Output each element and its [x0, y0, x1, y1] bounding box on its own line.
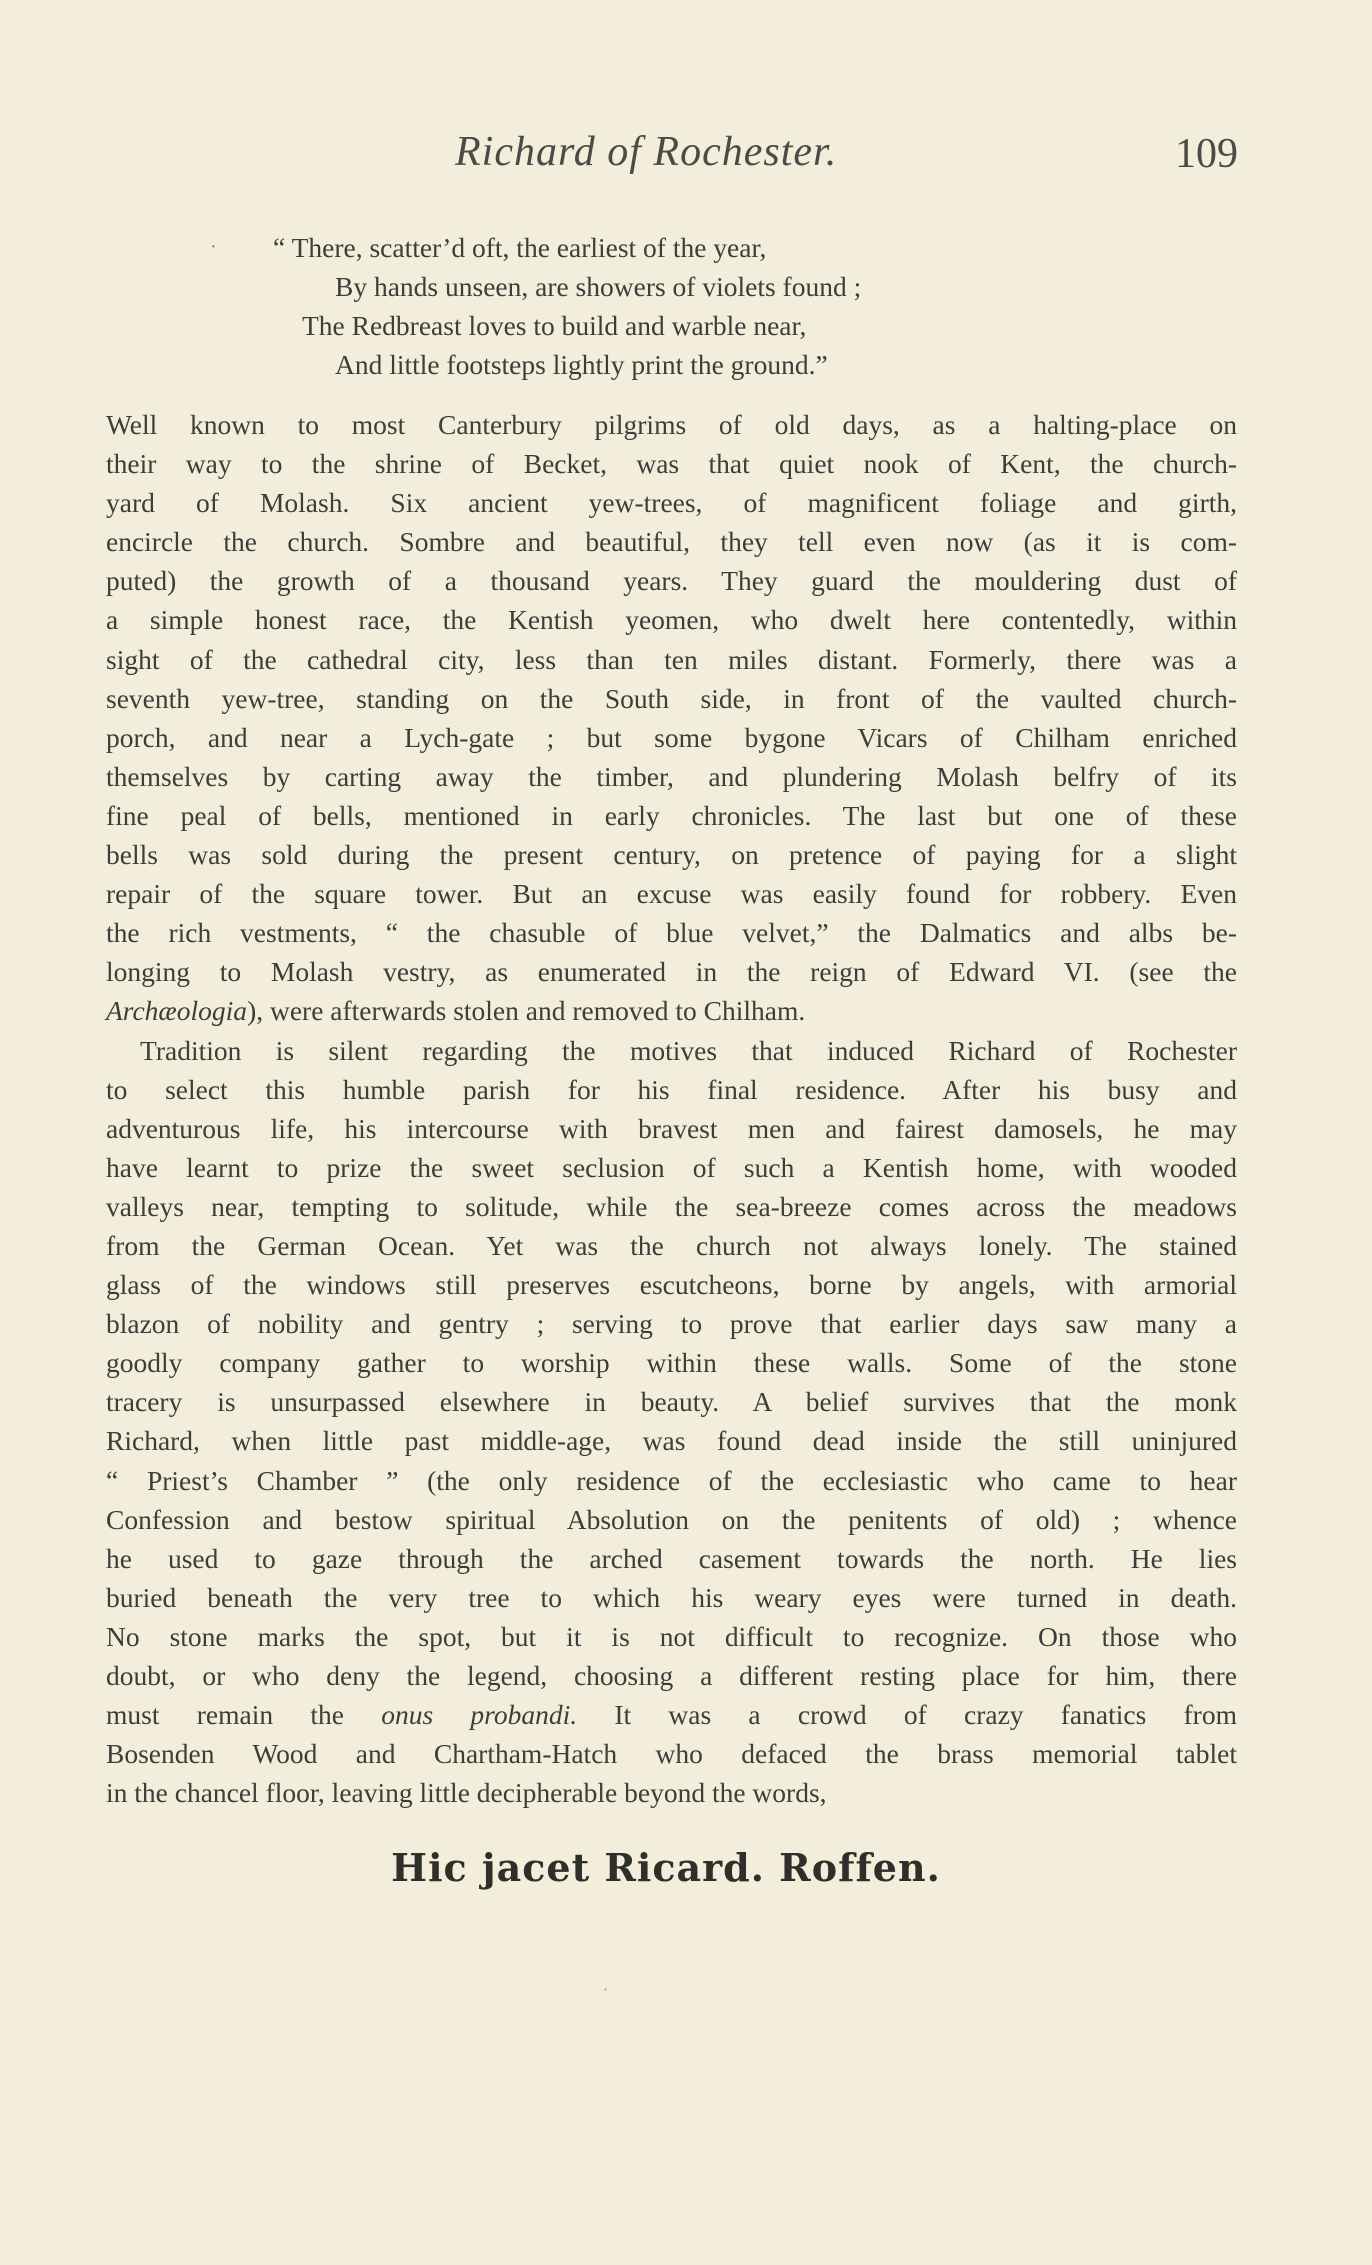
verse-bullet: · [210, 236, 217, 258]
archaeologia-citation: Archæologia [106, 995, 248, 1027]
verse-line: “ There, scatter’d oft, the earliest of the year, [273, 232, 767, 263]
text-line: adventurous life, his intercourse with bravest men and fairest damosels, he may [106, 1112, 1237, 1144]
text-line: porch, and near a Lych-gate ; but some bygone Vicars of Chilham enriched [106, 721, 1237, 753]
text-line: to select this humble parish for his final residence. After his busy and [106, 1073, 1237, 1105]
verse-line: And little footsteps lightly print the ground.” [335, 349, 828, 380]
text-line: buried beneath the very tree to which his weary eyes were turned in death. [106, 1581, 1237, 1613]
text-line: bells was sold during the present century, on pretence of paying for a slight [106, 839, 1237, 871]
text-line: Bosenden Wood and Chartham-Hatch who defaced the brass memorial tablet [106, 1738, 1237, 1770]
text-line: fine peal of bells, mentioned in early chronicles. The last but one of these [106, 799, 1237, 831]
text-line: blazon of nobility and gentry ; serving to prove that earlier days saw many a [106, 1308, 1237, 1340]
page-number: 109 [1175, 131, 1238, 177]
text-fragment: It was a crowd of crazy fanatics from [577, 1699, 1237, 1731]
text-line: he used to gaze through the arched casement towards the north. He lies [106, 1542, 1237, 1574]
verse-line: By hands unseen, are showers of violets found ; [335, 271, 862, 302]
text-line: tracery is unsurpassed elsewhere in beauty. A belief survives that the monk [106, 1386, 1237, 1418]
text-line: a simple honest race, the Kentish yeomen, who dwelt here contentedly, within [106, 604, 1237, 636]
text-fragment: ), were afterwards stolen and removed to Chilham. [247, 995, 806, 1027]
text-line: their way to the shrine of Becket, was that quiet nook of Kent, the church- [106, 448, 1237, 480]
text-line: seventh yew-tree, standing on the South side, in front of the vaulted church- [106, 682, 1237, 714]
latin-inscription [0, 1845, 1372, 1890]
text-line: yard of Molash. Six ancient yew-trees, of magnificent foliage and girth, [106, 487, 1237, 519]
text-line: have learnt to prize the sweet seclusion of such a Kentish home, with wooded [106, 1151, 1237, 1183]
text-line-onus [106, 1695, 1237, 1734]
text-line: encircle the church. Sombre and beautiful, they tell even now (as it is com- [106, 526, 1237, 558]
text-line: themselves by carting away the timber, and plundering Molash belfry of its [106, 760, 1237, 792]
running-head [0, 128, 1372, 188]
text-line: “ Priest’s Chamber ” (the only residence of the ecclesiastic who came to hear [106, 1464, 1237, 1496]
paper-speck [604, 1988, 607, 1991]
text-line: Richard, when little past middle-age, was found dead inside the still uninjured [106, 1425, 1237, 1457]
inscription-text: Hic jacet Ricard. Roffen. [391, 1845, 941, 1890]
text-line: puted) the growth of a thousand years. They guard the mouldering dust of [106, 565, 1237, 597]
text-line: repair of the square tower. But an excuse was easily found for robbery. Even [106, 878, 1237, 910]
text-line: the rich vestments, “ the chasuble of blue velvet,” the Dalmatics and albs be- [106, 917, 1237, 949]
text-line: longing to Molash vestry, as enumerated in the reign of Edward VI. (see the [106, 956, 1237, 988]
text-line: valleys near, tempting to solitude, while the sea-breeze comes across the meadows [106, 1190, 1237, 1222]
onus-probandi: onus probandi. [381, 1699, 578, 1731]
text-line-last: in the chancel floor, leaving little decipherable beyond the words, [106, 1777, 827, 1809]
text-line: sight of the cathedral city, less than ten miles distant. Formerly, there was a [106, 643, 1237, 675]
text-line: doubt, or who deny the legend, choosing a different resting place for him, there [106, 1660, 1237, 1691]
text-line: glass of the windows still preserves escutcheons, borne by angels, with armorial [106, 1269, 1237, 1301]
paragraph-2 [106, 1031, 1237, 1813]
verse-line: The Redbreast loves to build and warble near, [302, 310, 807, 341]
text-line: Confession and bestow spiritual Absolution on the penitents of old) ; whence [106, 1503, 1237, 1535]
text-line-last [106, 991, 1237, 1030]
text-line: from the German Ocean. Yet was the church not always lonely. The stained [106, 1229, 1237, 1261]
text-line: Well known to most Canterbury pilgrims of old days, as a halting-place on [106, 409, 1237, 440]
text-line: goodly company gather to worship within these walls. Some of the stone [106, 1347, 1237, 1379]
body-text [106, 405, 1237, 1812]
text-line: Tradition is silent regarding the motives that induced Richard of Rochester [140, 1034, 1237, 1066]
paragraph-1 [106, 405, 1237, 1031]
running-title: Richard of Rochester. [455, 129, 838, 175]
text-line: No stone marks the spot, but it is not difficult to recognize. On those who [106, 1620, 1237, 1652]
text-fragment: must remain the [106, 1699, 382, 1731]
